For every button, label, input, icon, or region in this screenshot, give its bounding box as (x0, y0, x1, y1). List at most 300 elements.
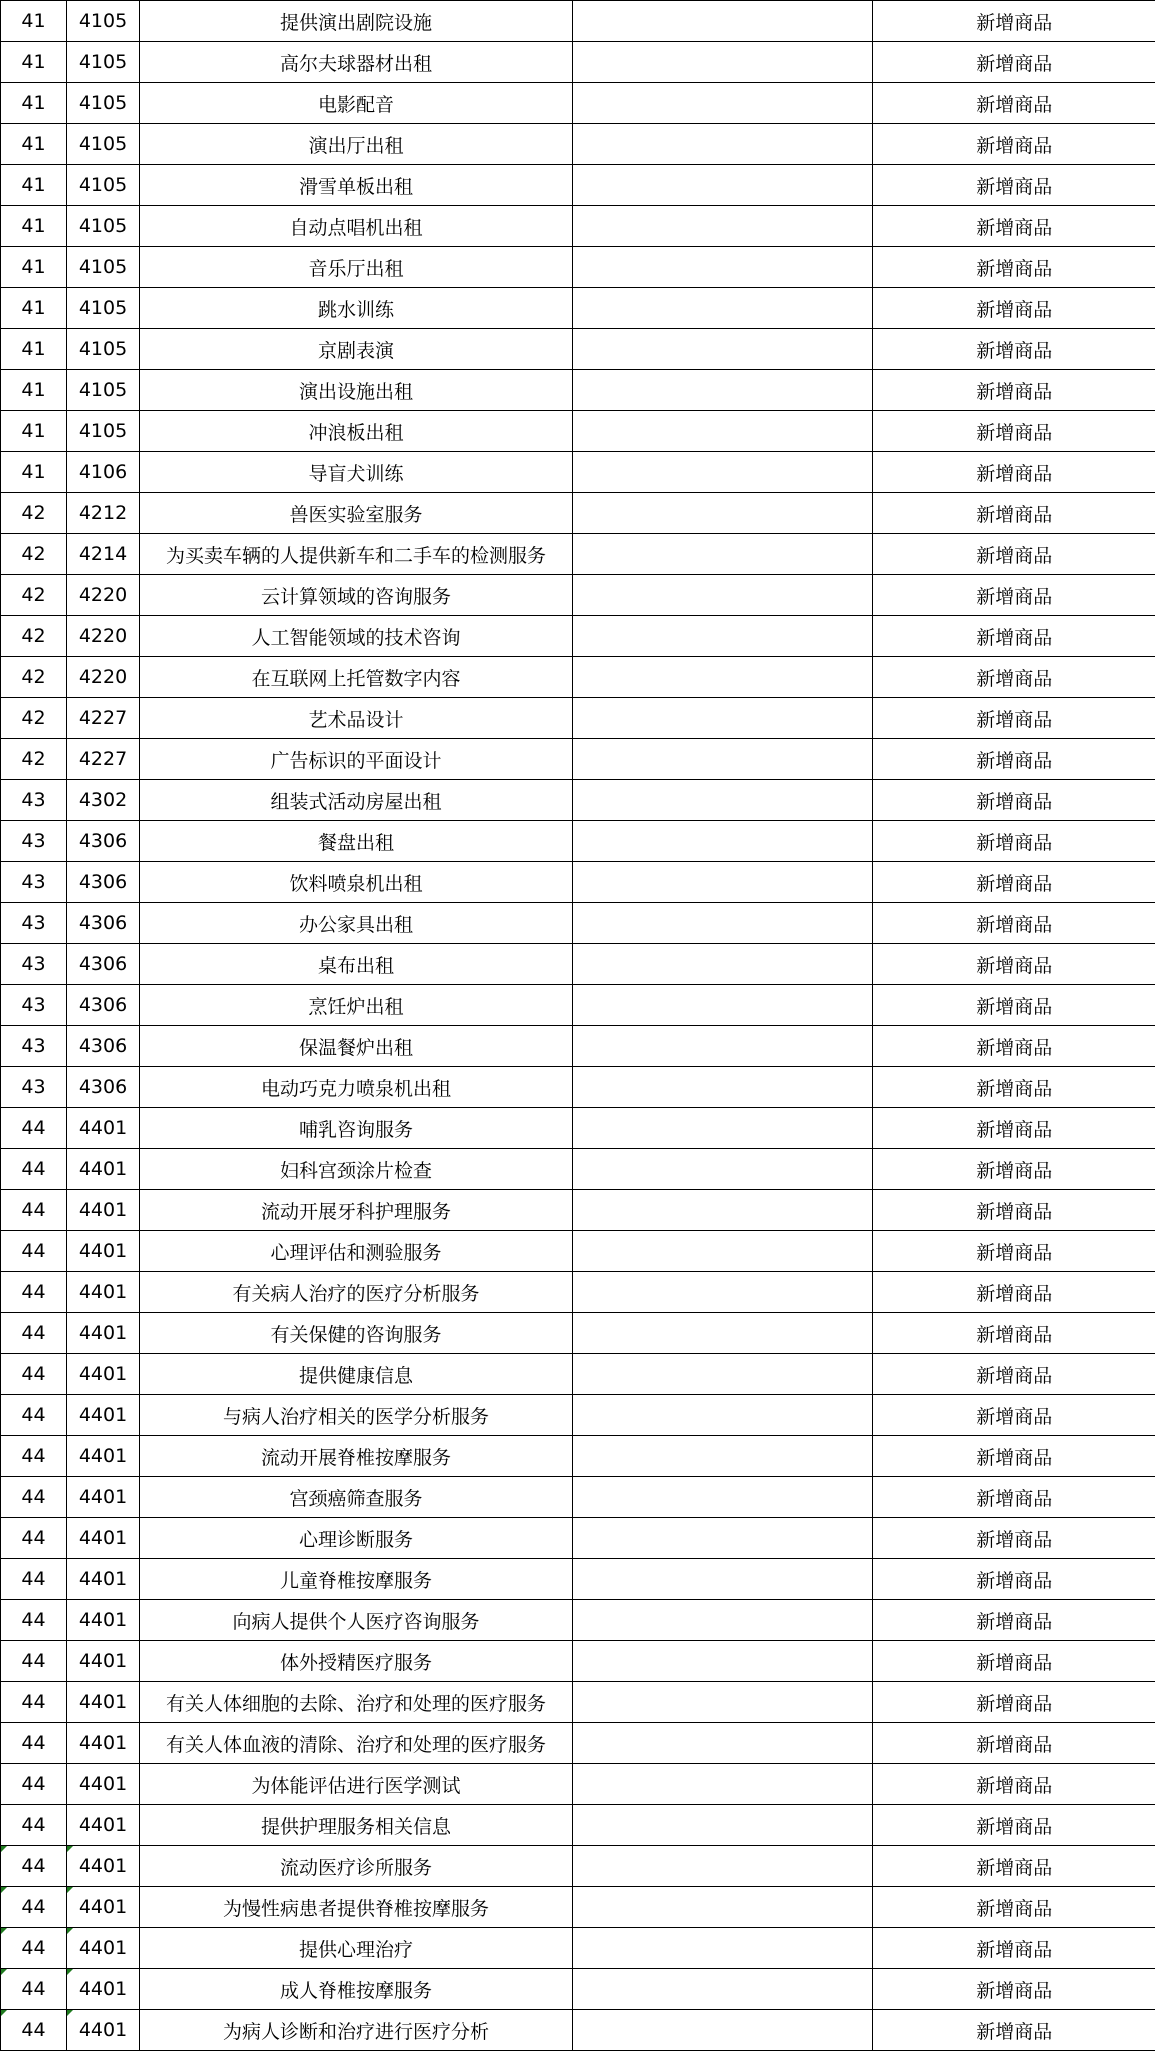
note-cell[interactable] (573, 575, 873, 616)
item-name-cell[interactable]: 为买卖车辆的人提供新车和二手车的检测服务 (140, 534, 573, 575)
item-name-cell[interactable]: 京剧表演 (140, 329, 573, 370)
item-name-cell[interactable]: 为病人诊断和治疗进行医疗分析 (140, 2010, 573, 2051)
table-row (1, 452, 1155, 493)
group-code-cell[interactable]: 4401 (67, 1149, 140, 1190)
table-row (1, 862, 1155, 903)
status-cell[interactable]: 新增商品 (873, 1682, 1155, 1723)
item-name-cell[interactable]: 导盲犬训练 (140, 452, 573, 493)
status-cell[interactable]: 新增商品 (873, 124, 1155, 165)
table-row (1, 1149, 1155, 1190)
table-row (1, 493, 1155, 534)
table-row (1, 165, 1155, 206)
note-cell[interactable] (573, 903, 873, 944)
note-cell[interactable] (573, 944, 873, 985)
item-name-cell[interactable]: 心理评估和测验服务 (140, 1231, 573, 1272)
item-name-cell[interactable]: 有关保健的咨询服务 (140, 1313, 573, 1354)
table-row (1, 1846, 1155, 1887)
status-cell[interactable]: 新增商品 (873, 1313, 1155, 1354)
class-number-cell[interactable]: 41 (1, 370, 67, 411)
group-code-cell[interactable]: 4401 (67, 1108, 140, 1149)
group-code-cell[interactable]: 4306 (67, 985, 140, 1026)
group-code-cell[interactable]: 4401 (67, 1313, 140, 1354)
note-cell[interactable] (573, 1682, 873, 1723)
status-cell[interactable]: 新增商品 (873, 1969, 1155, 2010)
note-cell[interactable] (573, 165, 873, 206)
note-cell[interactable] (573, 370, 873, 411)
group-code-cell[interactable]: 4306 (67, 944, 140, 985)
table-row (1, 1887, 1155, 1928)
class-number-cell[interactable]: 42 (1, 575, 67, 616)
item-name-cell[interactable]: 流动开展脊椎按摩服务 (140, 1436, 573, 1477)
class-number-cell[interactable]: 41 (1, 165, 67, 206)
table-row (1, 247, 1155, 288)
note-cell[interactable] (573, 862, 873, 903)
table-row (1, 1108, 1155, 1149)
status-cell[interactable]: 新增商品 (873, 1272, 1155, 1313)
item-name-cell[interactable]: 高尔夫球器材出租 (140, 42, 573, 83)
group-code-cell[interactable]: 4105 (67, 124, 140, 165)
item-name-cell[interactable]: 桌布出租 (140, 944, 573, 985)
item-name-cell[interactable]: 电影配音 (140, 83, 573, 124)
group-code-cell[interactable]: 4106 (67, 452, 140, 493)
group-code-cell[interactable]: 4302 (67, 780, 140, 821)
table-row (1, 780, 1155, 821)
class-number-cell[interactable]: 44 (1, 1887, 67, 1928)
class-number-cell[interactable]: 41 (1, 1, 67, 42)
status-cell[interactable]: 新增商品 (873, 206, 1155, 247)
table-row (1, 985, 1155, 1026)
table-row (1, 903, 1155, 944)
table-row (1, 42, 1155, 83)
table-row (1, 288, 1155, 329)
item-name-cell[interactable]: 为体能评估进行医学测试 (140, 1764, 573, 1805)
note-cell[interactable] (573, 1805, 873, 1846)
status-cell[interactable]: 新增商品 (873, 2010, 1155, 2051)
note-cell[interactable] (573, 288, 873, 329)
status-cell[interactable]: 新增商品 (873, 1436, 1155, 1477)
class-number-cell[interactable]: 41 (1, 452, 67, 493)
item-name-cell[interactable]: 提供心理治疗 (140, 1928, 573, 1969)
item-name-cell[interactable]: 餐盘出租 (140, 821, 573, 862)
table-row (1, 1723, 1155, 1764)
status-cell[interactable]: 新增商品 (873, 452, 1155, 493)
status-cell[interactable]: 新增商品 (873, 1026, 1155, 1067)
table-row (1, 1, 1155, 42)
note-cell[interactable] (573, 657, 873, 698)
item-name-cell[interactable]: 有关人体细胞的去除、治疗和处理的医疗服务 (140, 1682, 573, 1723)
note-cell[interactable] (573, 1641, 873, 1682)
class-number-cell[interactable]: 43 (1, 780, 67, 821)
table-row (1, 1395, 1155, 1436)
group-code-cell[interactable]: 4306 (67, 862, 140, 903)
note-cell[interactable] (573, 1190, 873, 1231)
table-row (1, 616, 1155, 657)
status-cell[interactable]: 新增商品 (873, 534, 1155, 575)
item-name-cell[interactable]: 成人脊椎按摩服务 (140, 1969, 573, 2010)
item-name-cell[interactable]: 有关病人治疗的医疗分析服务 (140, 1272, 573, 1313)
table-row (1, 1272, 1155, 1313)
group-code-cell[interactable]: 4105 (67, 247, 140, 288)
class-number-cell[interactable]: 44 (1, 1149, 67, 1190)
table-row (1, 1641, 1155, 1682)
class-number-cell[interactable]: 42 (1, 698, 67, 739)
group-code-cell[interactable]: 4220 (67, 575, 140, 616)
status-cell[interactable]: 新增商品 (873, 1231, 1155, 1272)
note-cell[interactable] (573, 739, 873, 780)
table-row (1, 329, 1155, 370)
table-row (1, 1928, 1155, 1969)
table-row (1, 1559, 1155, 1600)
item-name-cell[interactable]: 冲浪板出租 (140, 411, 573, 452)
note-cell[interactable] (573, 1928, 873, 1969)
class-number-cell[interactable]: 41 (1, 411, 67, 452)
note-cell[interactable] (573, 1026, 873, 1067)
table-row (1, 1354, 1155, 1395)
class-number-cell[interactable]: 44 (1, 1108, 67, 1149)
note-cell[interactable] (573, 2010, 873, 2051)
group-code-cell[interactable]: 4306 (67, 903, 140, 944)
group-code-cell[interactable]: 4306 (67, 1067, 140, 1108)
class-number-cell[interactable]: 42 (1, 739, 67, 780)
group-code-cell[interactable]: 4401 (67, 1764, 140, 1805)
status-cell[interactable]: 新增商品 (873, 1067, 1155, 1108)
class-number-cell[interactable]: 44 (1, 1395, 67, 1436)
class-number-cell[interactable]: 41 (1, 329, 67, 370)
note-cell[interactable] (573, 1272, 873, 1313)
group-code-cell[interactable]: 4401 (67, 1272, 140, 1313)
item-name-cell[interactable]: 在互联网上托管数字内容 (140, 657, 573, 698)
note-cell[interactable] (573, 1559, 873, 1600)
item-name-cell[interactable]: 流动医疗诊所服务 (140, 1846, 573, 1887)
table-row (1, 698, 1155, 739)
note-cell[interactable] (573, 1764, 873, 1805)
note-cell[interactable] (573, 329, 873, 370)
note-cell[interactable] (573, 206, 873, 247)
table-row (1, 1436, 1155, 1477)
group-code-cell[interactable]: 4401 (67, 1518, 140, 1559)
item-name-cell[interactable]: 体外授精医疗服务 (140, 1641, 573, 1682)
class-number-cell[interactable]: 41 (1, 206, 67, 247)
status-cell[interactable]: 新增商品 (873, 862, 1155, 903)
note-cell[interactable] (573, 1846, 873, 1887)
group-code-cell[interactable]: 4401 (67, 1682, 140, 1723)
note-cell[interactable] (573, 1313, 873, 1354)
status-cell[interactable]: 新增商品 (873, 1190, 1155, 1231)
group-code-cell[interactable]: 4401 (67, 1231, 140, 1272)
group-code-cell[interactable]: 4401 (67, 1928, 140, 1969)
class-number-cell[interactable]: 44 (1, 1272, 67, 1313)
table-body (1, 1, 1155, 2051)
table-row (1, 1682, 1155, 1723)
note-cell[interactable] (573, 1354, 873, 1395)
item-name-cell[interactable]: 妇科宫颈涂片检查 (140, 1149, 573, 1190)
item-name-cell[interactable]: 跳水训练 (140, 288, 573, 329)
group-code-cell[interactable]: 4401 (67, 1436, 140, 1477)
class-number-cell[interactable]: 44 (1, 1846, 67, 1887)
item-name-cell[interactable]: 人工智能领域的技术咨询 (140, 616, 573, 657)
class-number-cell[interactable]: 43 (1, 862, 67, 903)
class-number-cell[interactable]: 41 (1, 124, 67, 165)
class-number-cell[interactable]: 42 (1, 493, 67, 534)
note-cell[interactable] (573, 821, 873, 862)
table-row (1, 1190, 1155, 1231)
item-name-cell[interactable]: 为慢性病患者提供脊椎按摩服务 (140, 1887, 573, 1928)
class-number-cell[interactable]: 44 (1, 2010, 67, 2051)
class-number-cell[interactable]: 42 (1, 534, 67, 575)
note-cell[interactable] (573, 42, 873, 83)
item-name-cell[interactable]: 办公家具出租 (140, 903, 573, 944)
table-row (1, 1764, 1155, 1805)
status-cell[interactable]: 新增商品 (873, 1518, 1155, 1559)
note-cell[interactable] (573, 780, 873, 821)
note-cell[interactable] (573, 1600, 873, 1641)
table-row (1, 944, 1155, 985)
class-number-cell[interactable]: 44 (1, 1723, 67, 1764)
note-cell[interactable] (573, 698, 873, 739)
status-cell[interactable]: 新增商品 (873, 657, 1155, 698)
note-cell[interactable] (573, 1231, 873, 1272)
group-code-cell[interactable]: 4401 (67, 1600, 140, 1641)
note-cell[interactable] (573, 493, 873, 534)
status-cell[interactable]: 新增商品 (873, 944, 1155, 985)
group-code-cell[interactable]: 4401 (67, 1354, 140, 1395)
table-row (1, 1969, 1155, 2010)
table-row (1, 2010, 1155, 2051)
status-cell[interactable]: 新增商品 (873, 985, 1155, 1026)
table-row (1, 821, 1155, 862)
item-name-cell[interactable]: 儿童脊椎按摩服务 (140, 1559, 573, 1600)
class-number-cell[interactable]: 44 (1, 1231, 67, 1272)
table-row (1, 657, 1155, 698)
item-name-cell[interactable]: 流动开展牙科护理服务 (140, 1190, 573, 1231)
group-code-cell[interactable]: 4105 (67, 370, 140, 411)
item-name-cell[interactable]: 烹饪炉出租 (140, 985, 573, 1026)
note-cell[interactable] (573, 83, 873, 124)
status-cell[interactable]: 新增商品 (873, 42, 1155, 83)
status-cell[interactable]: 新增商品 (873, 1928, 1155, 1969)
group-code-cell[interactable]: 4105 (67, 206, 140, 247)
class-number-cell[interactable]: 42 (1, 616, 67, 657)
group-code-cell[interactable]: 4401 (67, 1190, 140, 1231)
note-cell[interactable] (573, 1108, 873, 1149)
item-name-cell[interactable]: 音乐厅出租 (140, 247, 573, 288)
note-cell[interactable] (573, 1395, 873, 1436)
note-cell[interactable] (573, 1723, 873, 1764)
group-code-cell[interactable]: 4306 (67, 821, 140, 862)
class-number-cell[interactable]: 44 (1, 1354, 67, 1395)
item-name-cell[interactable]: 组装式活动房屋出租 (140, 780, 573, 821)
group-code-cell[interactable]: 4401 (67, 1805, 140, 1846)
item-name-cell[interactable]: 向病人提供个人医疗咨询服务 (140, 1600, 573, 1641)
group-code-cell[interactable]: 4401 (67, 1395, 140, 1436)
group-code-cell[interactable]: 4105 (67, 411, 140, 452)
status-cell[interactable]: 新增商品 (873, 370, 1155, 411)
note-cell[interactable] (573, 1518, 873, 1559)
group-code-cell[interactable]: 4401 (67, 1723, 140, 1764)
group-code-cell[interactable]: 4105 (67, 165, 140, 206)
group-code-cell[interactable]: 4105 (67, 83, 140, 124)
status-cell[interactable]: 新增商品 (873, 1559, 1155, 1600)
note-cell[interactable] (573, 411, 873, 452)
note-cell[interactable] (573, 616, 873, 657)
class-number-cell[interactable]: 43 (1, 1067, 67, 1108)
item-name-cell[interactable]: 心理诊断服务 (140, 1518, 573, 1559)
status-cell[interactable]: 新增商品 (873, 575, 1155, 616)
note-cell[interactable] (573, 1067, 873, 1108)
status-cell[interactable]: 新增商品 (873, 1764, 1155, 1805)
item-name-cell[interactable]: 演出厅出租 (140, 124, 573, 165)
table-row (1, 1231, 1155, 1272)
item-name-cell[interactable]: 艺术品设计 (140, 698, 573, 739)
class-number-cell[interactable]: 44 (1, 1600, 67, 1641)
group-code-cell[interactable]: 4306 (67, 1026, 140, 1067)
item-name-cell[interactable]: 与病人治疗相关的医学分析服务 (140, 1395, 573, 1436)
group-code-cell[interactable]: 4401 (67, 1559, 140, 1600)
note-cell[interactable] (573, 1477, 873, 1518)
note-cell[interactable] (573, 124, 873, 165)
class-number-cell[interactable]: 44 (1, 1313, 67, 1354)
status-cell[interactable]: 新增商品 (873, 903, 1155, 944)
status-cell[interactable]: 新增商品 (873, 411, 1155, 452)
table-row (1, 1067, 1155, 1108)
item-name-cell[interactable]: 提供护理服务相关信息 (140, 1805, 573, 1846)
item-name-cell[interactable]: 兽医实验室服务 (140, 493, 573, 534)
class-number-cell[interactable]: 43 (1, 903, 67, 944)
status-cell[interactable]: 新增商品 (873, 616, 1155, 657)
status-cell[interactable]: 新增商品 (873, 1846, 1155, 1887)
status-cell[interactable]: 新增商品 (873, 1805, 1155, 1846)
table-row (1, 739, 1155, 780)
class-number-cell[interactable]: 43 (1, 985, 67, 1026)
item-name-cell[interactable]: 饮料喷泉机出租 (140, 862, 573, 903)
note-cell[interactable] (573, 247, 873, 288)
table-row (1, 1026, 1155, 1067)
note-cell[interactable] (573, 1149, 873, 1190)
class-number-cell[interactable]: 41 (1, 42, 67, 83)
status-cell[interactable]: 新增商品 (873, 1354, 1155, 1395)
status-cell[interactable]: 新增商品 (873, 1723, 1155, 1764)
item-name-cell[interactable]: 有关人体血液的清除、治疗和处理的医疗服务 (140, 1723, 573, 1764)
item-name-cell[interactable]: 演出设施出租 (140, 370, 573, 411)
class-number-cell[interactable]: 43 (1, 1026, 67, 1067)
class-number-cell[interactable]: 41 (1, 247, 67, 288)
status-cell[interactable]: 新增商品 (873, 1395, 1155, 1436)
status-cell[interactable]: 新增商品 (873, 1108, 1155, 1149)
status-cell[interactable]: 新增商品 (873, 1477, 1155, 1518)
note-cell[interactable] (573, 1, 873, 42)
status-cell[interactable]: 新增商品 (873, 247, 1155, 288)
table-row (1, 370, 1155, 411)
class-number-cell[interactable]: 44 (1, 1928, 67, 1969)
table-row (1, 1313, 1155, 1354)
table-row (1, 1805, 1155, 1846)
class-number-cell[interactable]: 41 (1, 83, 67, 124)
item-name-cell[interactable]: 云计算领域的咨询服务 (140, 575, 573, 616)
table-row (1, 1518, 1155, 1559)
class-number-cell[interactable]: 44 (1, 1764, 67, 1805)
group-code-cell[interactable]: 4220 (67, 657, 140, 698)
item-name-cell[interactable]: 电动巧克力喷泉机出租 (140, 1067, 573, 1108)
item-name-cell[interactable]: 广告标识的平面设计 (140, 739, 573, 780)
group-code-cell[interactable]: 4401 (67, 1846, 140, 1887)
class-number-cell[interactable]: 42 (1, 657, 67, 698)
group-code-cell[interactable]: 4105 (67, 329, 140, 370)
group-code-cell[interactable]: 4212 (67, 493, 140, 534)
item-name-cell[interactable]: 提供健康信息 (140, 1354, 573, 1395)
group-code-cell[interactable]: 4220 (67, 616, 140, 657)
group-code-cell[interactable]: 4214 (67, 534, 140, 575)
status-cell[interactable]: 新增商品 (873, 1887, 1155, 1928)
item-name-cell[interactable]: 保温餐炉出租 (140, 1026, 573, 1067)
status-cell[interactable]: 新增商品 (873, 1149, 1155, 1190)
note-cell[interactable] (573, 985, 873, 1026)
class-number-cell[interactable]: 41 (1, 288, 67, 329)
status-cell[interactable]: 新增商品 (873, 1, 1155, 42)
status-cell[interactable]: 新增商品 (873, 698, 1155, 739)
group-code-cell[interactable]: 4401 (67, 1641, 140, 1682)
status-cell[interactable]: 新增商品 (873, 83, 1155, 124)
note-cell[interactable] (573, 452, 873, 493)
group-code-cell[interactable]: 4105 (67, 288, 140, 329)
table-row (1, 206, 1155, 247)
status-cell[interactable]: 新增商品 (873, 780, 1155, 821)
group-code-cell[interactable]: 4227 (67, 698, 140, 739)
class-number-cell[interactable]: 43 (1, 944, 67, 985)
status-cell[interactable]: 新增商品 (873, 288, 1155, 329)
status-cell[interactable]: 新增商品 (873, 165, 1155, 206)
class-number-cell[interactable]: 43 (1, 821, 67, 862)
class-number-cell[interactable]: 44 (1, 1969, 67, 2010)
table-row (1, 83, 1155, 124)
status-cell[interactable]: 新增商品 (873, 821, 1155, 862)
class-number-cell[interactable]: 44 (1, 1436, 67, 1477)
class-number-cell[interactable]: 44 (1, 1190, 67, 1231)
group-code-cell[interactable]: 4227 (67, 739, 140, 780)
item-name-cell[interactable]: 自动点唱机出租 (140, 206, 573, 247)
status-cell[interactable]: 新增商品 (873, 1641, 1155, 1682)
note-cell[interactable] (573, 1887, 873, 1928)
note-cell[interactable] (573, 1436, 873, 1477)
table-row (1, 1477, 1155, 1518)
item-name-cell[interactable]: 宫颈癌筛查服务 (140, 1477, 573, 1518)
group-code-cell[interactable]: 4401 (67, 1887, 140, 1928)
item-name-cell[interactable]: 滑雪单板出租 (140, 165, 573, 206)
note-cell[interactable] (573, 534, 873, 575)
note-cell[interactable] (573, 1969, 873, 2010)
class-number-cell[interactable]: 44 (1, 1641, 67, 1682)
group-code-cell[interactable]: 4401 (67, 1477, 140, 1518)
status-cell[interactable]: 新增商品 (873, 493, 1155, 534)
item-name-cell[interactable]: 提供演出剧院设施 (140, 1, 573, 42)
status-cell[interactable]: 新增商品 (873, 329, 1155, 370)
table-row (1, 575, 1155, 616)
group-code-cell[interactable]: 4105 (67, 1, 140, 42)
group-code-cell[interactable]: 4105 (67, 42, 140, 83)
group-code-cell[interactable]: 4401 (67, 1969, 140, 2010)
table-row (1, 534, 1155, 575)
table-row (1, 411, 1155, 452)
class-number-cell[interactable]: 44 (1, 1477, 67, 1518)
class-number-cell[interactable]: 44 (1, 1518, 67, 1559)
status-cell[interactable]: 新增商品 (873, 1600, 1155, 1641)
table-row (1, 124, 1155, 165)
item-name-cell[interactable]: 哺乳咨询服务 (140, 1108, 573, 1149)
class-number-cell[interactable]: 44 (1, 1805, 67, 1846)
class-number-cell[interactable]: 44 (1, 1682, 67, 1723)
group-code-cell[interactable]: 4401 (67, 2010, 140, 2051)
status-cell[interactable]: 新增商品 (873, 739, 1155, 780)
class-number-cell[interactable]: 44 (1, 1559, 67, 1600)
